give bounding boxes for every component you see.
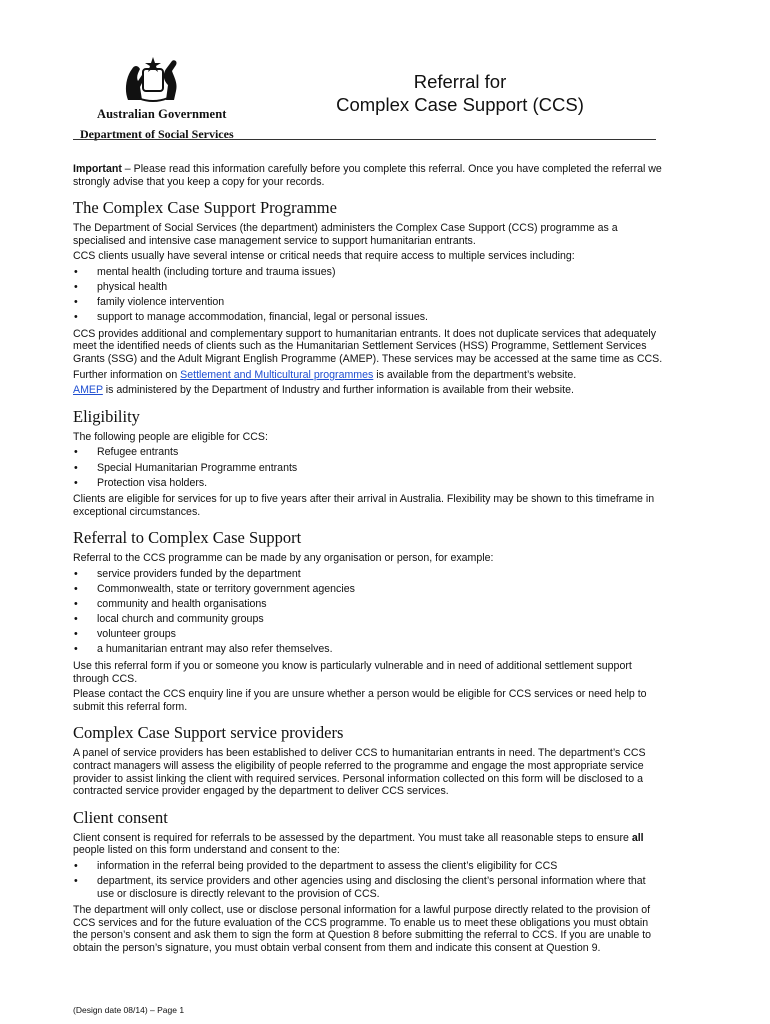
government-name: Australian Government: [97, 107, 227, 121]
providers-paragraph: A panel of service providers has been established to deliver CCS to humanitarian entrants in need. The department’s CCS contract managers will assess the eligibility of people referred to the programme and engage the most appropriate service provider to assist linking the client with required services. Personal information collected on this form will be disclosed to a contracted service provider engaged by the department to deliver CCS services.: [73, 747, 646, 798]
department-name: Department of Social Services: [80, 127, 234, 141]
text: Further information on: [73, 368, 181, 381]
consent-paragraph: The department will only collect, use or disclose personal information for a lawful purpose directly related to the provision of CCS services and for the future evaluation of the CCS programme. To enable us to meet these obligations you must obtain the person’s consent and ask them to sign the form at Question 8 before submitting the referral to CCS. If you are unable to obtain the person’s signature, you must obtain verbal consent from them and indicate this consent at Question 9.: [73, 904, 652, 955]
list-item: • Protection visa holders.: [73, 477, 663, 490]
text: Client consent is required for referrals to be assessed by the department. You must take all reasonable steps to ensure: [73, 831, 632, 844]
programme-paragraph: [73, 369, 663, 382]
list-item: • department, its service providers and other agencies using and disclosing the client’s personal information where that use or disclosure is directly relevant to the provision of CCS.: [73, 875, 663, 900]
referral-paragraph: Use this referral form if you or someone you know is particularly vulnerable and in need of additional settlement support through CCS.: [73, 660, 632, 685]
list-item: • local church and community groups: [73, 613, 663, 626]
emphasis: all: [631, 831, 644, 844]
referral-heading: Referral to Complex Case Support: [73, 528, 302, 548]
form-title-line-2: Complex Case Support (CCS): [336, 94, 584, 115]
coat-of-arms-icon: [118, 55, 188, 105]
list-item: • Special Humanitarian Programme entrants: [73, 462, 663, 475]
referrer-list: [73, 568, 663, 656]
list-item: • service providers funded by the department: [73, 568, 663, 581]
eligibility-heading: Eligibility: [73, 406, 140, 426]
list-item: • mental health (including torture and trauma issues): [73, 266, 663, 279]
list-item: • community and health organisations: [73, 598, 663, 611]
consent-list: [73, 860, 663, 900]
referral-paragraph: Please contact the CCS enquiry line if you are unsure whether a person would be eligible for CCS services or need help to submit this referral form.: [73, 688, 647, 713]
programme-paragraph: [73, 384, 663, 397]
form-title-line-1: Referral for: [413, 71, 507, 92]
eligibility-list: [73, 446, 663, 489]
important-text: – Please read this information carefully before you complete this referral. Once you have completed the referral we strongly advise that you keep a copy for your records.: [73, 163, 662, 188]
settlement-programmes-link[interactable]: Settlement and Multicultural programmes: [180, 368, 374, 381]
text: people listed on this form understand and consent to the:: [73, 844, 340, 857]
programme-heading: The Complex Case Support Programme: [73, 198, 337, 218]
list-item: • physical health: [73, 281, 663, 294]
list-item: • Refugee entrants: [73, 446, 663, 459]
list-item: • a humanitarian entrant may also refer themselves.: [73, 643, 663, 656]
important-notice: [73, 163, 663, 188]
eligibility-paragraph: The following people are eligible for CCS:: [73, 430, 268, 443]
programme-paragraph: CCS provides additional and complementary support to humanitarian entrants. It does not duplicate services that adequately meet the identified needs of clients such as the Humanitarian Settlement Services (HSS) Programme, Settlement Services Grants (SSG) and the Adult Migrant English Programme (AMEP). These services may be accessed at the same time as CCS.: [73, 327, 663, 366]
programme-paragraph: The Department of Social Services (the department) administers the Complex Case Support (CCS) programme as a specialised and intensive case management service to support humanitarian entrants.: [73, 222, 618, 247]
header-divider: [73, 139, 656, 140]
page-footer: (Design date 08/14) – Page 1: [73, 1005, 185, 1015]
important-label: Important: [73, 163, 122, 175]
eligibility-paragraph: Clients are eligible for services for up to five years after their arrival in Australia. Flexibility may be shown to this timeframe in exceptional circumstances.: [73, 493, 655, 518]
list-item: • Commonwealth, state or territory government agencies: [73, 583, 663, 596]
providers-heading: Complex Case Support service providers: [73, 723, 344, 743]
list-item: • information in the referral being provided to the department to assess the client’s eligibility for CCS: [73, 860, 663, 873]
text: is administered by the Department of Industry and further information is available from their website.: [102, 384, 574, 397]
list-item: • support to manage accommodation, financial, legal or personal issues.: [73, 311, 663, 324]
list-item: • volunteer groups: [73, 628, 663, 641]
referral-paragraph: Referral to the CCS programme can be made by any organisation or person, for example:: [73, 552, 494, 565]
amep-link[interactable]: AMEP: [73, 384, 103, 397]
text: is available from the department’s website.: [373, 368, 577, 381]
consent-paragraph: [73, 832, 663, 857]
form-title: [300, 70, 620, 116]
needs-list: [73, 266, 663, 324]
list-item: • family violence intervention: [73, 296, 663, 309]
document-body: [73, 163, 663, 958]
consent-heading: Client consent: [73, 807, 168, 827]
government-logo: [80, 55, 250, 145]
programme-paragraph: CCS clients usually have several intense or critical needs that require access to multiple services including:: [73, 250, 575, 263]
